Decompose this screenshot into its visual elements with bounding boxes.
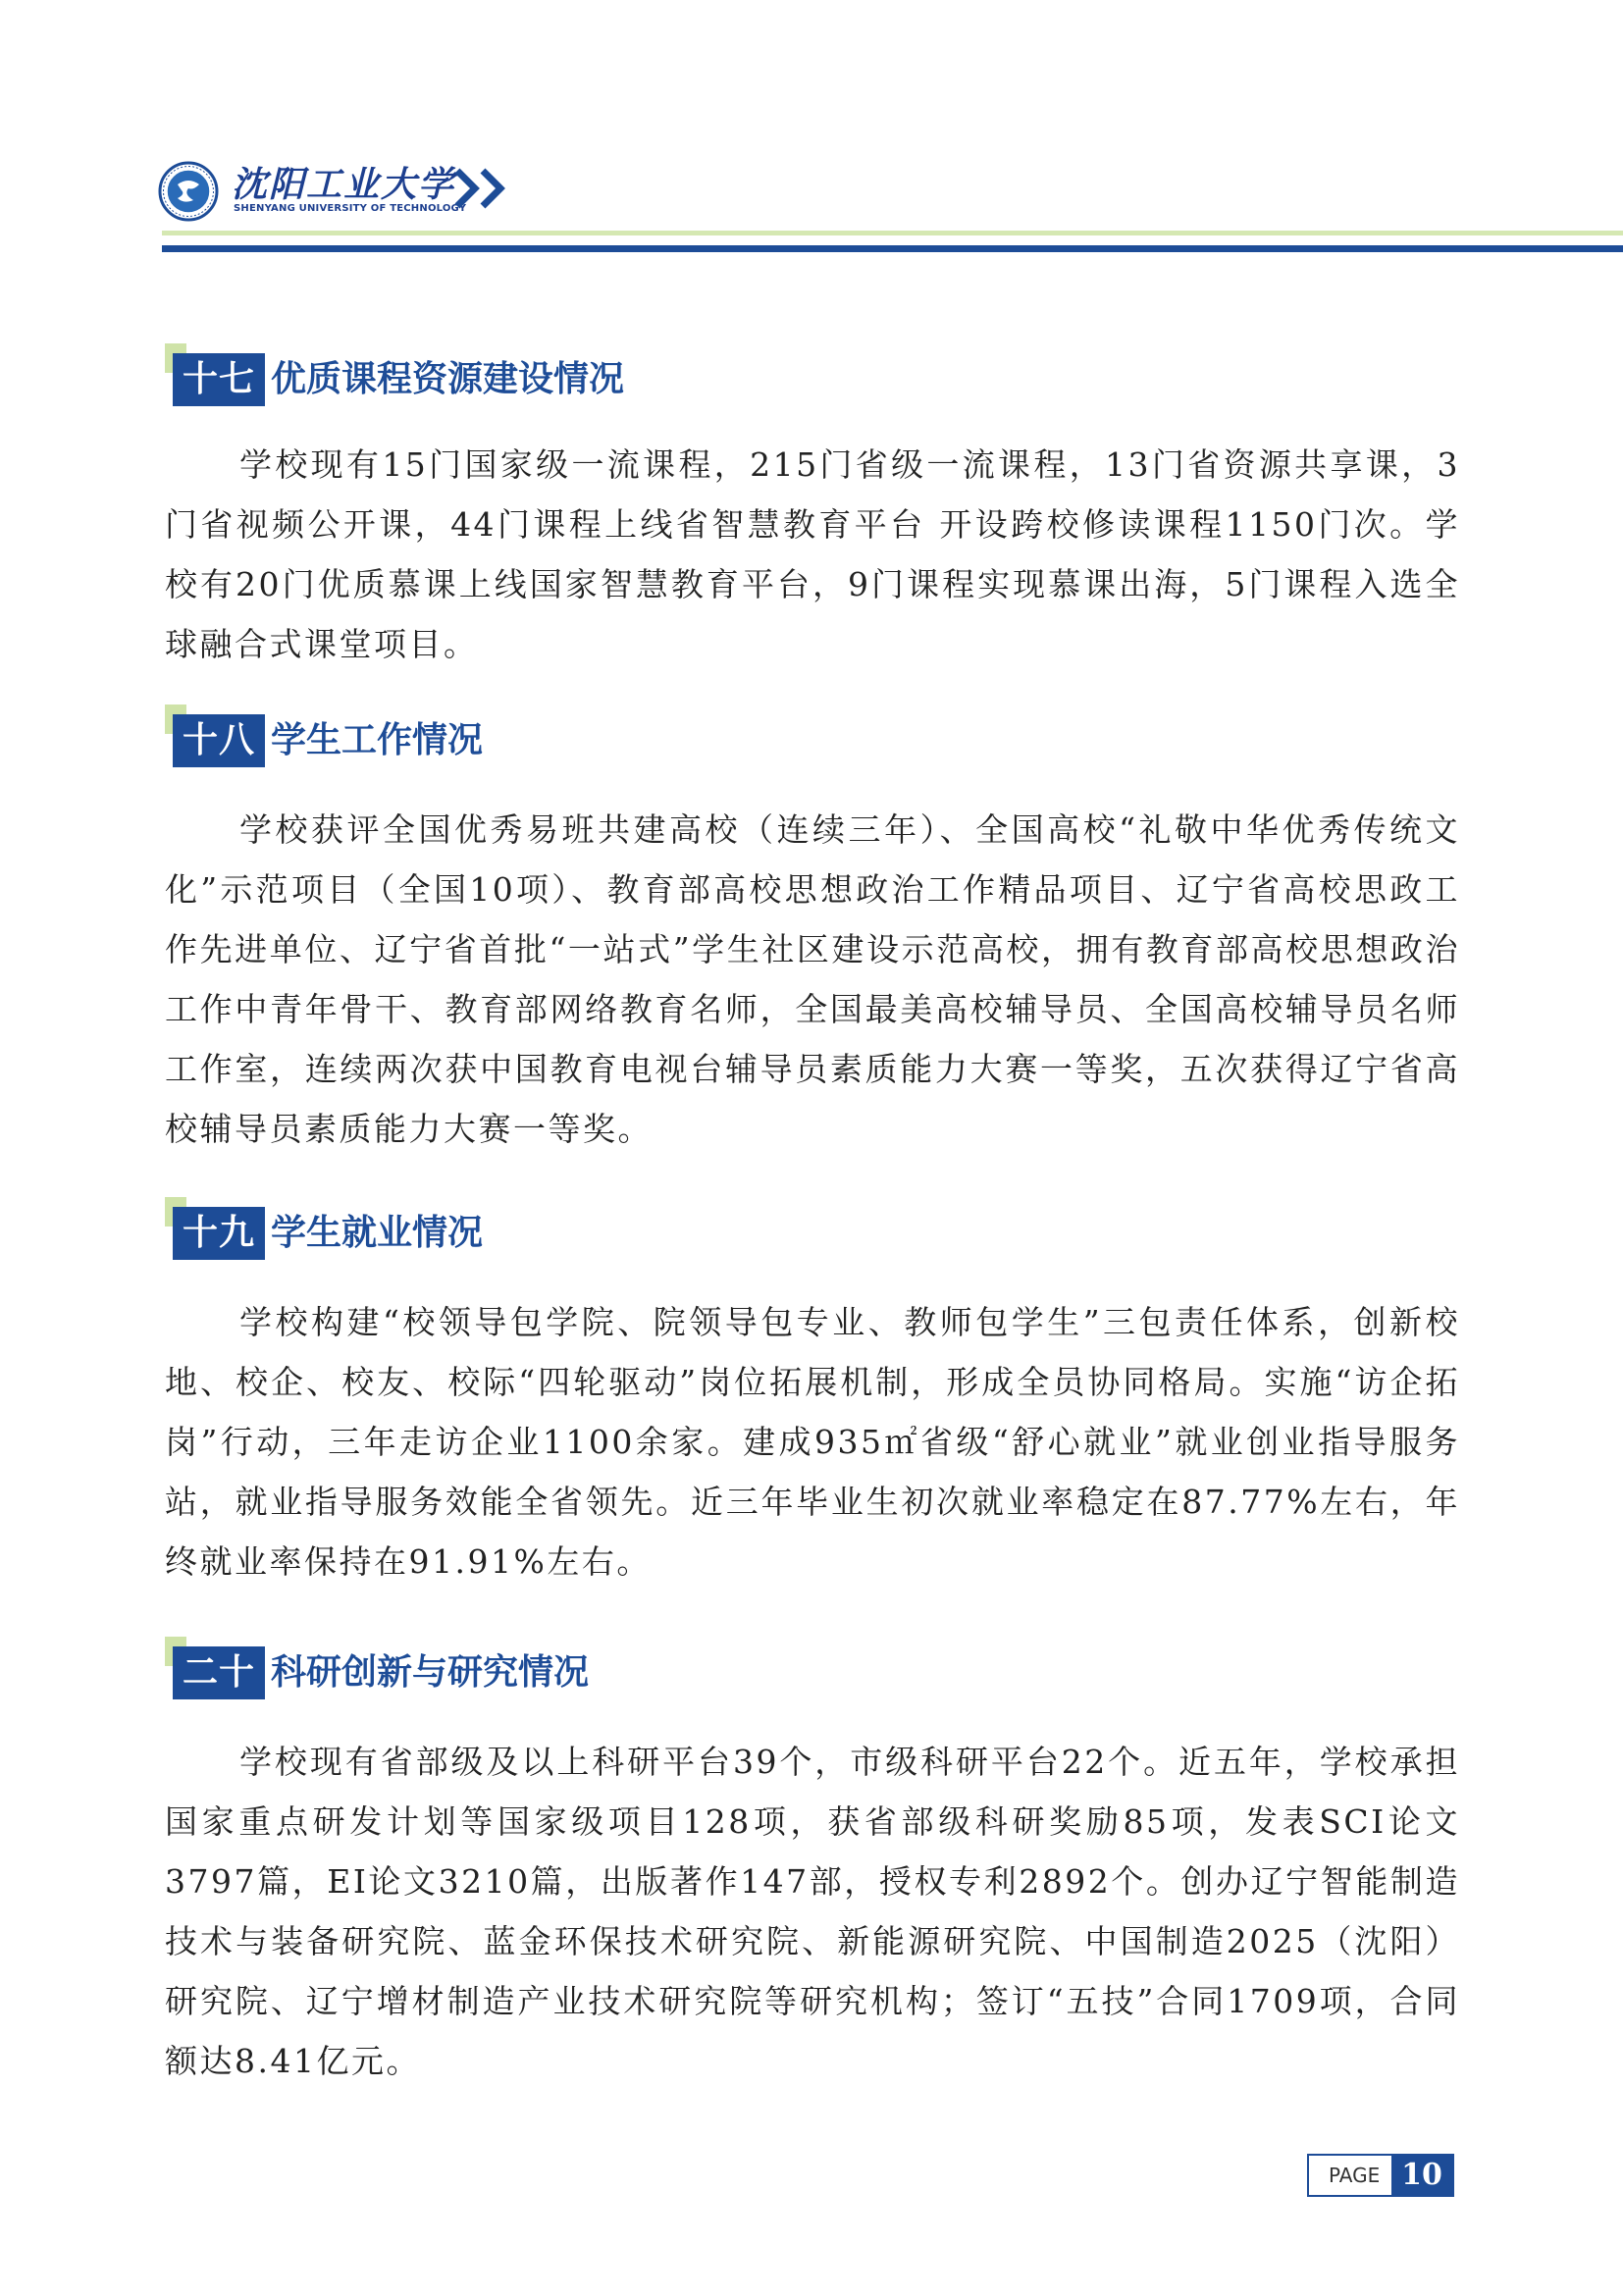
page-label: PAGE: [1329, 2164, 1381, 2187]
university-name-en: SHENYANG UNIVERSITY OF TECHNOLOGY: [234, 203, 467, 214]
section-body: 学校现有省部级及以上科研平台39个，市级科研平台22个。近五年，学校承担国家重点研发计划等国家级项目128项，获省部级科研奖励85项，发表SCI论文3797篇，EI论文3210篇，出版著作147部，授权专利2892个。创办辽宁智能制造技术与装备研究院、蓝金环保技术研究院、新能源研究院、中国制造2025（沈阳）研究院、辽宁增材制造产业技术研究院等研究机构；签订“五技”合同1709项，合同额达8.41亿元。: [165, 1743, 1460, 2080]
section-number: 十八: [173, 714, 265, 767]
page-number: 10: [1391, 2156, 1452, 2195]
section-body: 学校构建“校领导包学院、院领导包专业、教师包学生”三包责任体系，创新校地、校企、校友、校际“四轮驱动”岗位拓展机制，形成全员协同格局。实施“访企拓岗”行动，三年走访企业1100余家。建成935㎡省级“舒心就业”就业创业指导服务站，就业指导服务效能全省领先。近三年毕业生初次就业率稳定在87.77%左右，年终就业率保持在91.91%左右。: [165, 1303, 1460, 1581]
section-heading: [165, 343, 852, 412]
section-title: 学生工作情况: [271, 720, 484, 760]
university-emblem-icon: [158, 161, 219, 222]
section-title: 学生就业情况: [271, 1213, 484, 1253]
double-chevron-right-icon: [451, 165, 520, 212]
university-name-cn: 沈阳工业大学: [232, 164, 456, 205]
page-header: [0, 0, 1623, 265]
section-title: 科研创新与研究情况: [271, 1652, 590, 1693]
section-heading: [165, 704, 852, 773]
section-body: 学校获评全国优秀易班共建高校（连续三年）、全国高校“礼敬中华优秀传统文化”示范项目（全国10项）、教育部高校思想政治工作精品项目、辽宁省高校思政工作先进单位、辽宁省首批“一站式”学生社区建设示范高校，拥有教育部高校思想政治工作中青年骨干、教育部网络教育名师，全国最美高校辅导员、全国高校辅导员名师工作室，连续两次获中国教育电视台辅导员素质能力大赛一等奖，五次获得辽宁省高校辅导员素质能力大赛一等奖。: [165, 810, 1460, 1148]
page-indicator: [1307, 2154, 1454, 2197]
section-number: 十七: [173, 353, 265, 406]
section-heading: [165, 1197, 852, 1266]
section-body: 学校现有15门国家级一流课程，215门省级一流课程，13门省资源共享课，3门省视频公开课，44门课程上线省智慧教育平台 开设跨校修读课程1150门次。学校有20门优质慕课上线国家智慧教育平台，9门课程实现慕课出海，5门课程入选全球融合式课堂项目。: [165, 445, 1460, 663]
section-heading: [165, 1637, 852, 1705]
header-rule-green: [162, 231, 1623, 235]
section-number: 二十: [173, 1646, 265, 1699]
section-number: 十九: [173, 1207, 265, 1260]
header-rule-blue: [162, 245, 1623, 252]
section-title: 优质课程资源建设情况: [271, 359, 625, 399]
